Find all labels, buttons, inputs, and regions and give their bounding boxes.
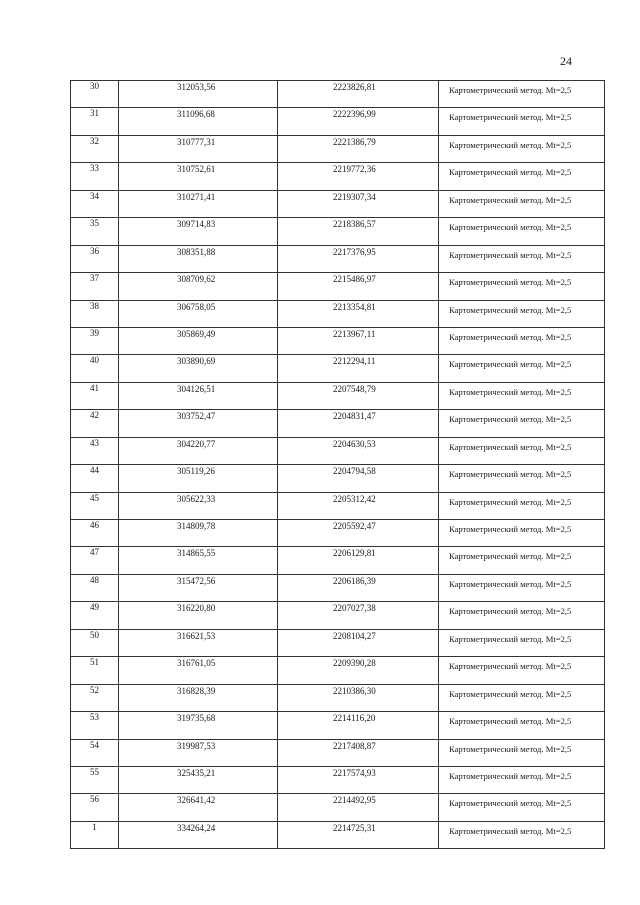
x-coordinate-cell [119, 739, 278, 766]
point-number-text: 33 [90, 163, 99, 174]
x-coordinate-cell [119, 602, 278, 629]
y-coordinate-text: 2204794,58 [333, 466, 376, 477]
x-coordinate-text: 325435,21 [177, 767, 216, 778]
method-text: Картометрический метод. Mt=2,5 [449, 688, 572, 699]
method-text: Картометрический метод. Mt=2,5 [449, 770, 572, 781]
y-coordinate-text: 2214116,20 [333, 713, 376, 724]
point-number-text: 49 [90, 602, 99, 613]
y-coordinate-cell [278, 300, 439, 327]
coordinates-table-body [71, 81, 605, 849]
x-coordinate-cell [119, 712, 278, 739]
x-coordinate-text: 306758,05 [177, 301, 216, 312]
y-coordinate-text: 2212294,11 [333, 356, 376, 367]
y-coordinate-text: 2208104,27 [333, 630, 376, 641]
y-coordinate-text: 2213354,81 [333, 301, 376, 312]
method-cell [439, 190, 605, 217]
y-coordinate-text: 2207548,79 [333, 383, 376, 394]
table-row [71, 327, 605, 354]
x-coordinate-text: 305622,33 [177, 493, 216, 504]
x-coordinate-cell [119, 766, 278, 793]
y-coordinate-text: 2219772,36 [333, 164, 376, 175]
y-coordinate-cell [278, 657, 439, 684]
x-coordinate-text: 334264,24 [177, 822, 216, 833]
point-number-text: 31 [90, 108, 99, 119]
method-text: Картометрический метод. Mt=2,5 [449, 661, 572, 672]
table-row [71, 273, 605, 300]
point-number-cell [71, 273, 119, 300]
method-cell [439, 108, 605, 135]
method-cell [439, 657, 605, 684]
table-row [71, 218, 605, 245]
y-coordinate-cell [278, 190, 439, 217]
method-cell [439, 739, 605, 766]
method-cell [439, 574, 605, 601]
x-coordinate-cell [119, 410, 278, 437]
point-number-cell [71, 602, 119, 629]
table-row [71, 245, 605, 272]
point-number-cell [71, 218, 119, 245]
method-text: Картометрический метод. Mt=2,5 [449, 304, 572, 315]
x-coordinate-text: 319735,68 [177, 713, 216, 724]
x-coordinate-cell [119, 163, 278, 190]
point-number-cell [71, 190, 119, 217]
method-cell [439, 382, 605, 409]
method-text: Картометрический метод. Mt=2,5 [449, 606, 572, 617]
point-number-cell [71, 520, 119, 547]
point-number-text: 1 [92, 821, 97, 832]
point-number-cell [71, 327, 119, 354]
method-text: Картометрический метод. Mt=2,5 [449, 716, 572, 727]
x-coordinate-cell [119, 492, 278, 519]
point-number-cell [71, 766, 119, 793]
point-number-text: 50 [90, 629, 99, 640]
table-row [71, 547, 605, 574]
x-coordinate-cell [119, 794, 278, 821]
x-coordinate-text: 308351,88 [177, 246, 216, 257]
x-coordinate-cell [119, 218, 278, 245]
x-coordinate-text: 314809,78 [177, 521, 216, 531]
x-coordinate-cell [119, 108, 278, 135]
x-coordinate-text: 319987,53 [177, 740, 216, 751]
method-text: Картометрический метод. Mt=2,5 [449, 441, 572, 452]
y-coordinate-text: 2215486,97 [333, 274, 376, 285]
method-cell [439, 273, 605, 300]
point-number-cell [71, 382, 119, 409]
y-coordinate-cell [278, 108, 439, 135]
y-coordinate-cell [278, 410, 439, 437]
x-coordinate-text: 310752,61 [177, 164, 216, 175]
point-number-cell [71, 794, 119, 821]
y-coordinate-text: 2214725,31 [333, 822, 376, 833]
point-number-cell [71, 629, 119, 656]
table-row [71, 821, 605, 848]
method-text: Картометрический метод. Mt=2,5 [449, 386, 572, 397]
y-coordinate-text: 2217574,93 [333, 767, 376, 778]
table-row [71, 574, 605, 601]
method-text: Картометрический метод. Mt=2,5 [449, 222, 572, 233]
y-coordinate-text: 2222396,99 [333, 109, 376, 120]
y-coordinate-cell [278, 135, 439, 162]
point-number-cell [71, 355, 119, 382]
table-row [71, 382, 605, 409]
y-coordinate-cell [278, 355, 439, 382]
point-number-text: 43 [90, 437, 99, 448]
method-cell [439, 81, 605, 108]
y-coordinate-cell [278, 437, 439, 464]
point-number-cell [71, 108, 119, 135]
point-number-cell [71, 684, 119, 711]
x-coordinate-cell [119, 574, 278, 601]
table-row [71, 739, 605, 766]
point-number-text: 47 [90, 547, 99, 558]
y-coordinate-text: 2217408,87 [333, 740, 376, 751]
x-coordinate-cell [119, 245, 278, 272]
method-text: Картометрический метод. Mt=2,5 [449, 469, 572, 480]
point-number-text: 40 [90, 355, 99, 366]
method-cell [439, 355, 605, 382]
point-number-text: 46 [90, 520, 99, 530]
x-coordinate-text: 304220,77 [177, 438, 216, 449]
point-number-text: 45 [90, 492, 99, 503]
x-coordinate-text: 308709,62 [177, 274, 216, 285]
y-coordinate-cell [278, 629, 439, 656]
method-text: Картометрический метод. Mt=2,5 [449, 496, 572, 507]
method-text: Картометрический метод. Mt=2,5 [449, 743, 572, 754]
y-coordinate-cell [278, 465, 439, 492]
y-coordinate-text: 2219307,34 [333, 191, 376, 202]
x-coordinate-cell [119, 657, 278, 684]
method-text: Картометрический метод. Mt=2,5 [449, 551, 572, 562]
y-coordinate-text: 2223826,81 [333, 82, 376, 92]
method-text: Картометрический метод. Mt=2,5 [449, 633, 572, 644]
x-coordinate-cell [119, 355, 278, 382]
method-cell [439, 602, 605, 629]
method-cell [439, 520, 605, 547]
point-number-text: 34 [90, 190, 99, 201]
x-coordinate-text: 315472,56 [177, 575, 216, 586]
x-coordinate-cell [119, 629, 278, 656]
table-row [71, 684, 605, 711]
method-cell [439, 465, 605, 492]
method-text: Картометрический метод. Mt=2,5 [449, 249, 572, 260]
point-number-cell [71, 547, 119, 574]
table-row [71, 629, 605, 656]
x-coordinate-text: 305869,49 [177, 328, 216, 339]
method-cell [439, 821, 605, 848]
y-coordinate-text: 2206186,39 [333, 575, 376, 586]
y-coordinate-text: 2221386,79 [333, 136, 376, 147]
method-text: Картометрический метод. Mt=2,5 [449, 825, 572, 836]
x-coordinate-cell [119, 81, 278, 108]
method-text: Картометрический метод. Mt=2,5 [449, 524, 572, 534]
method-cell [439, 794, 605, 821]
x-coordinate-cell [119, 135, 278, 162]
y-coordinate-cell [278, 602, 439, 629]
y-coordinate-text: 2207027,38 [333, 603, 376, 614]
method-cell [439, 437, 605, 464]
method-cell [439, 766, 605, 793]
point-number-text: 55 [90, 766, 99, 777]
point-number-cell [71, 657, 119, 684]
y-coordinate-text: 2213967,11 [333, 328, 376, 339]
x-coordinate-text: 303752,47 [177, 411, 216, 422]
y-coordinate-cell [278, 218, 439, 245]
point-number-cell [71, 821, 119, 848]
y-coordinate-text: 2205312,42 [333, 493, 376, 504]
point-number-cell [71, 135, 119, 162]
x-coordinate-cell [119, 273, 278, 300]
x-coordinate-cell [119, 437, 278, 464]
x-coordinate-cell [119, 520, 278, 547]
x-coordinate-cell [119, 382, 278, 409]
x-coordinate-text: 305119,26 [177, 466, 215, 477]
point-number-cell [71, 574, 119, 601]
table-row [71, 520, 605, 547]
y-coordinate-text: 2218386,57 [333, 219, 376, 230]
page-number: 24 [560, 54, 572, 68]
point-number-text: 38 [90, 300, 99, 311]
method-text: Картометрический метод. Mt=2,5 [449, 277, 572, 288]
y-coordinate-cell [278, 684, 439, 711]
point-number-text: 35 [90, 218, 99, 229]
table-row [71, 437, 605, 464]
method-text: Картометрический метод. Mt=2,5 [449, 798, 572, 809]
point-number-cell [71, 245, 119, 272]
y-coordinate-text: 2204831,47 [333, 411, 376, 422]
point-number-cell [71, 163, 119, 190]
point-number-cell [71, 739, 119, 766]
method-cell [439, 300, 605, 327]
method-text: Картометрический метод. Mt=2,5 [449, 194, 572, 205]
x-coordinate-text: 314865,55 [177, 548, 216, 559]
point-number-text: 41 [90, 382, 99, 393]
point-number-text: 52 [90, 684, 99, 695]
x-coordinate-text: 312053,56 [177, 82, 216, 92]
x-coordinate-text: 316220,80 [177, 603, 216, 614]
table-row [71, 766, 605, 793]
point-number-cell [71, 437, 119, 464]
point-number-text: 32 [90, 135, 99, 146]
point-number-text: 36 [90, 245, 99, 256]
x-coordinate-cell [119, 465, 278, 492]
point-number-cell [71, 712, 119, 739]
table-row [71, 657, 605, 684]
point-number-cell [71, 492, 119, 519]
method-text: Картометрический метод. Mt=2,5 [449, 167, 572, 178]
x-coordinate-text: 316828,39 [177, 685, 216, 696]
method-cell [439, 218, 605, 245]
x-coordinate-text: 316621,53 [177, 630, 216, 641]
method-cell [439, 492, 605, 519]
point-number-text: 42 [90, 410, 99, 421]
point-number-text: 44 [90, 465, 99, 476]
coordinates-table [70, 80, 605, 849]
y-coordinate-cell [278, 81, 439, 108]
x-coordinate-text: 326641,42 [177, 795, 216, 806]
y-coordinate-cell [278, 766, 439, 793]
table-row [71, 190, 605, 217]
y-coordinate-cell [278, 273, 439, 300]
method-text: Картометрический метод. Mt=2,5 [449, 578, 572, 589]
method-cell [439, 712, 605, 739]
x-coordinate-cell [119, 190, 278, 217]
x-coordinate-text: 316761,05 [177, 658, 216, 669]
method-text: Картометрический метод. Mt=2,5 [449, 359, 572, 370]
x-coordinate-text: 310777,31 [177, 136, 216, 147]
point-number-cell [71, 465, 119, 492]
table-row [71, 794, 605, 821]
y-coordinate-cell [278, 245, 439, 272]
y-coordinate-text: 2210386,30 [333, 685, 376, 696]
y-coordinate-cell [278, 163, 439, 190]
method-cell [439, 410, 605, 437]
method-text: Картометрический метод. Mt=2,5 [449, 85, 572, 95]
table-row [71, 492, 605, 519]
y-coordinate-cell [278, 492, 439, 519]
y-coordinate-text: 2217376,95 [333, 246, 376, 257]
x-coordinate-text: 304126,51 [177, 383, 216, 394]
point-number-text: 48 [90, 574, 99, 585]
method-text: Картометрический метод. Mt=2,5 [449, 139, 572, 150]
table-row [71, 163, 605, 190]
y-coordinate-cell [278, 821, 439, 848]
method-cell [439, 135, 605, 162]
point-number-text: 56 [90, 794, 99, 805]
y-coordinate-cell [278, 382, 439, 409]
method-cell [439, 684, 605, 711]
method-cell [439, 547, 605, 574]
x-coordinate-text: 310271,41 [177, 191, 216, 202]
y-coordinate-cell [278, 327, 439, 354]
point-number-text: 30 [90, 81, 99, 91]
point-number-cell [71, 410, 119, 437]
method-text: Картометрический метод. Mt=2,5 [449, 331, 572, 342]
point-number-text: 54 [90, 739, 99, 750]
y-coordinate-cell [278, 547, 439, 574]
method-cell [439, 163, 605, 190]
point-number-text: 37 [90, 273, 99, 284]
x-coordinate-text: 309714,83 [177, 219, 216, 230]
point-number-cell [71, 81, 119, 108]
y-coordinate-text: 2214492,95 [333, 795, 376, 806]
table-row [71, 300, 605, 327]
y-coordinate-text: 2205592,47 [333, 521, 376, 531]
table-row [71, 712, 605, 739]
y-coordinate-cell [278, 520, 439, 547]
point-number-text: 53 [90, 712, 99, 723]
x-coordinate-cell [119, 327, 278, 354]
x-coordinate-text: 303890,69 [177, 356, 216, 367]
method-cell [439, 245, 605, 272]
y-coordinate-text: 2209390,28 [333, 658, 376, 669]
method-text: Картометрический метод. Mt=2,5 [449, 112, 572, 123]
point-number-cell [71, 300, 119, 327]
y-coordinate-cell [278, 712, 439, 739]
method-cell [439, 327, 605, 354]
x-coordinate-cell [119, 547, 278, 574]
y-coordinate-cell [278, 794, 439, 821]
y-coordinate-cell [278, 574, 439, 601]
x-coordinate-cell [119, 684, 278, 711]
point-number-text: 51 [90, 657, 99, 668]
table-row [71, 602, 605, 629]
x-coordinate-text: 311096,68 [177, 109, 215, 120]
y-coordinate-text: 2204630,53 [333, 438, 376, 449]
y-coordinate-cell [278, 739, 439, 766]
method-text: Картометрический метод. Mt=2,5 [449, 414, 572, 425]
table-row [71, 465, 605, 492]
table-row [71, 81, 605, 108]
x-coordinate-cell [119, 821, 278, 848]
method-cell [439, 629, 605, 656]
table-row [71, 355, 605, 382]
table-row [71, 108, 605, 135]
point-number-text: 39 [90, 327, 99, 338]
table-row [71, 135, 605, 162]
table-row [71, 410, 605, 437]
x-coordinate-cell [119, 300, 278, 327]
y-coordinate-text: 2206129,81 [333, 548, 376, 559]
